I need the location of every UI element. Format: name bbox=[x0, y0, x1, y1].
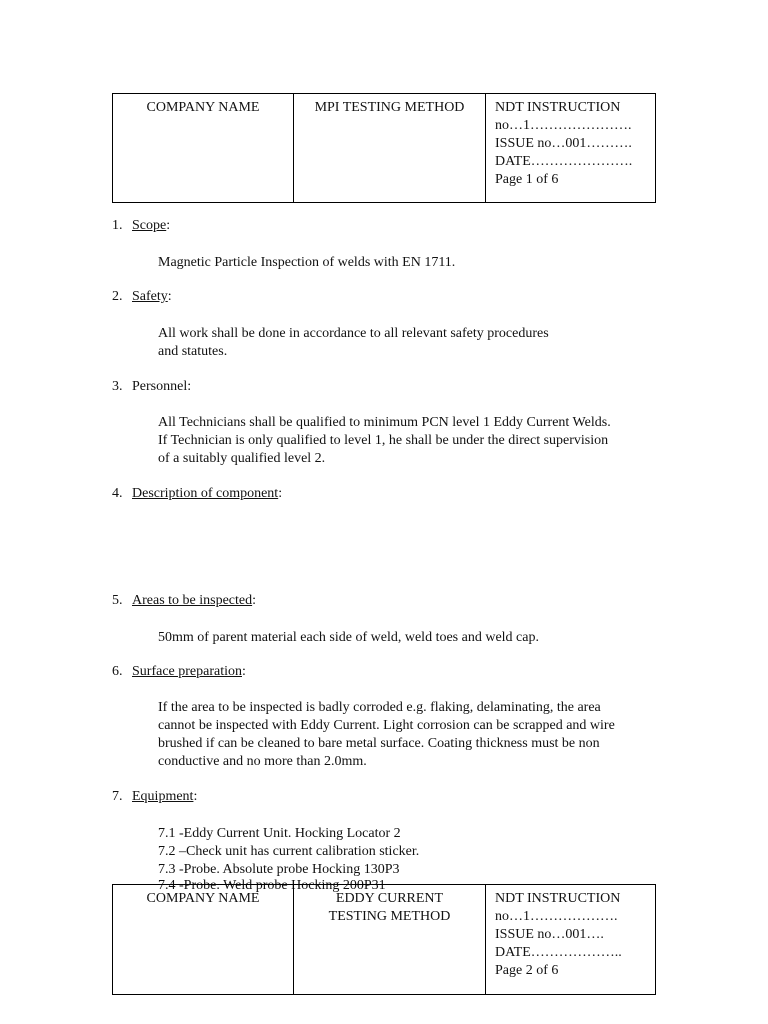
personnel-text: All Technicians shall be qualified to minimum PCN level 1 Eddy Current Welds. If Technician is only qualified to level 1, he shall be under the direct supervision of a suitably qualified level 2. bbox=[158, 415, 611, 466]
company-name: COMPANY NAME bbox=[146, 100, 260, 115]
areas-text: 50mm of parent material each side of weld, weld toes and weld cap. bbox=[158, 630, 539, 645]
company-name-cell bbox=[113, 885, 294, 995]
instruction-cell bbox=[486, 94, 656, 203]
surface-preparation-text: If the area to be inspected is badly corroded e.g. flaking, delaminating, the area cannot be inspected with Eddy Current. Light corrosion can be scrapped and wire brushed if can be cleaned to bare metal surface. Coating thickness must be non conductive and no more than 2.0mm. bbox=[158, 700, 615, 769]
instruction-title: NDT INSTRUCTION bbox=[495, 100, 621, 115]
date-field: DATE……………….. bbox=[495, 945, 622, 960]
method-cell bbox=[294, 885, 486, 995]
instruction-cell bbox=[486, 885, 656, 995]
section-heading-areas: 5. Areas to be inspected: bbox=[112, 593, 257, 608]
testing-method-line-1: EDDY CURRENT bbox=[335, 891, 444, 906]
section-heading-safety: 2. Safety: bbox=[112, 289, 172, 304]
section-heading-equipment: 7. Equipment: bbox=[112, 789, 198, 804]
instruction-number: no…1…………………. bbox=[495, 118, 632, 133]
page-number: Page 1 of 6 bbox=[495, 172, 559, 187]
equipment-item: 7.1 -Eddy Current Unit. Hocking Locator 2 bbox=[158, 826, 401, 841]
page-number: Page 2 of 6 bbox=[495, 963, 559, 978]
company-name-cell bbox=[113, 94, 294, 203]
section-heading-description: 4. Description of component: bbox=[112, 486, 283, 501]
issue-number: ISSUE no…001…. bbox=[495, 927, 604, 942]
section-heading-personnel: 3. Personnel: bbox=[112, 379, 192, 394]
company-name: COMPANY NAME bbox=[146, 891, 260, 906]
equipment-list bbox=[158, 825, 419, 879]
testing-method: MPI TESTING METHOD bbox=[314, 100, 465, 115]
date-field: DATE…………………. bbox=[495, 154, 633, 169]
instruction-title: NDT INSTRUCTION bbox=[495, 891, 621, 906]
equipment-item: 7.2 –Check unit has current calibration sticker. bbox=[158, 844, 420, 859]
equipment-item: 7.3 -Probe. Absolute probe Hocking 130P3 bbox=[158, 862, 400, 877]
next-page-header-table bbox=[112, 884, 656, 995]
section-heading-scope: 1. Scope: bbox=[112, 218, 171, 233]
section-heading-surface-preparation: 6. Surface preparation: bbox=[112, 664, 246, 679]
instruction-number: no…1………………. bbox=[495, 909, 618, 924]
clipped-equipment-line: 7.4 -Probe. Weld probe Hocking 200P31 bbox=[158, 878, 386, 893]
safety-text: All work shall be done in accordance to all relevant safety procedures and statutes. bbox=[158, 326, 549, 359]
issue-number: ISSUE no…001………. bbox=[495, 136, 632, 151]
testing-method-line-2: TESTING METHOD bbox=[328, 909, 451, 924]
method-cell bbox=[294, 94, 486, 203]
page-header-table bbox=[112, 93, 656, 203]
scope-text: Magnetic Particle Inspection of welds with EN 1711. bbox=[158, 255, 456, 270]
